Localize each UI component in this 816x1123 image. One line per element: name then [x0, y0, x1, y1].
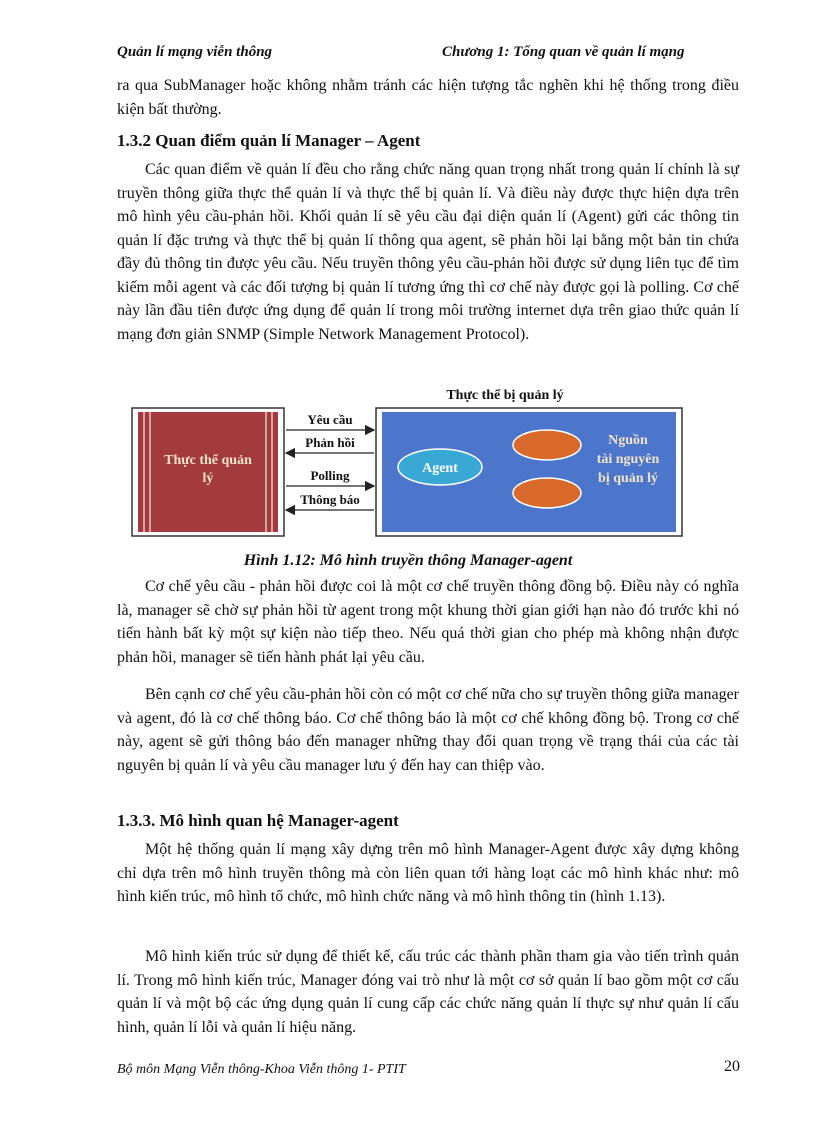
figure-caption: Hình 1.12: Mô hình truyền thông Manager-agent	[243, 552, 573, 569]
arrow-polling	[286, 468, 374, 486]
heading-1-3-3: 1.3.3. Mô hình quan hệ Manager-agent	[117, 811, 399, 830]
manager-box	[132, 408, 284, 536]
arrow-notify-label: Thông báo	[300, 492, 360, 507]
resource-label-3: bị quản lý	[598, 471, 658, 486]
manager-label-line2: lý	[202, 471, 214, 486]
arrow-response	[286, 435, 374, 453]
resource-label-1: Nguồn	[608, 433, 648, 448]
header-right: Chương 1: Tổng quan về quản lí mạng	[442, 44, 685, 60]
paragraph-notification: Bên cạnh cơ chế yêu cầu-phản hồi còn có một cơ chế nữa cho sự truyền thông giữa manager và agent, đó là cơ chế thông báo. Cơ chế thông báo là một cơ chế không đồng bộ. Trong cơ chế này, agent sẽ gửi thông báo đến manager những thay đổi quan trọng về trạng thái của các tài nguyên bị quản lí và yêu cầu manager lưu ý đến hay can thiệp vào.	[117, 686, 739, 774]
resource-ellipse-top	[513, 430, 581, 460]
paragraph-sync: Cơ chế yêu cầu - phản hồi được coi là một cơ chế truyền thông đồng bộ. Điều này có nghĩa là, manager sẽ chờ sự phản hồi từ agent trong một khung thời gian giới hạn nào đó trước khi nó tiến hành bất kỳ một sự kiện nào tiếp theo. Nếu quá thời gian cho phép mà không nhận được phản hồi, manager sẽ tiến hành phát lại yêu cầu.	[117, 578, 739, 666]
figure-manager-agent	[130, 382, 690, 542]
page-number: 20	[724, 1058, 740, 1075]
paragraph-intro: ra qua SubManager hoặc không nhằm tránh các hiện tượng tắc nghẽn khi hệ thống trong điều kiện bất thường.	[117, 77, 739, 118]
arrow-request-label: Yêu cầu	[307, 412, 353, 427]
paragraph-manager-agent: Các quan điểm về quản lí đều cho rằng chức năng quan trọng nhất trong quản lí chính là sự truyền thông giữa thực thể quản lí và thực thể bị quản lí. Và điều này được thực hiện dựa trên mô hình yêu cầu-phản hồi. Khối quản lí sẽ yêu cầu đại diện quản lí (Agent) gửi các thông tin quản lí đặc trưng và thực thể bị quản lí thông qua agent, sẽ phản hồi lại bằng một bản tin chứa đầy đủ thông tin được yêu cầu. Nếu truyền thông yêu cầu-phản hồi được sử dụng liên tục để tìm kiếm mỗi agent và các đối tượng bị quản lí tương ứng thì cơ chế này được gọi là polling. Cơ chế này lần đầu tiên được ứng dụng để quản lí trong môi trường internet dựa trên giao thức quản lí mạng đơn giản SNMP (Simple Network Management Protocol).	[117, 161, 739, 343]
managed-entity-box	[376, 408, 682, 536]
agent-label: Agent	[422, 461, 458, 476]
paragraph-models: Một hệ thống quản lí mạng xây dựng trên mô hình Manager-Agent được xây dựng không chỉ dựa trên mô hình truyền thông mà còn liên quan tới hàng loạt các mô hình khác như: mô hình kiến trúc, mô hình tổ chức, mô hình chức năng và mô hình thông tin (hình 1.13).	[117, 841, 739, 905]
arrow-request	[286, 412, 374, 430]
figure-title: Thực thể bị quản lý	[446, 388, 564, 403]
manager-label: Thực thể quản	[164, 453, 252, 468]
footer-left: Bộ môn Mạng Viễn thông-Khoa Viễn thông 1- PTIT	[117, 1062, 406, 1077]
header-left: Quản lí mạng viễn thông	[117, 44, 273, 60]
resource-ellipse-bottom	[513, 478, 581, 508]
heading-1-3-2: 1.3.2 Quan điểm quản lí Manager – Agent	[117, 131, 421, 150]
arrow-notify	[286, 492, 374, 510]
arrow-polling-label: Polling	[310, 468, 350, 483]
resource-label-2: tài nguyên	[596, 452, 660, 467]
arrow-response-label: Phản hồi	[305, 435, 355, 450]
paragraph-architecture: Mô hình kiến trúc sử dụng để thiết kế, cấu trúc các thành phần tham gia vào tiến trình quản lí. Trong mô hình kiến trúc, Manager đóng vai trò như là một cơ sở quản lí bao gồm một cơ cấu quản lí và một bộ các ứng dụng quản lí cung cấp các chức năng quản lí thực sự như quản lí cấu hình, quản lí lỗi và quản lí hiệu năng.	[117, 948, 739, 1036]
